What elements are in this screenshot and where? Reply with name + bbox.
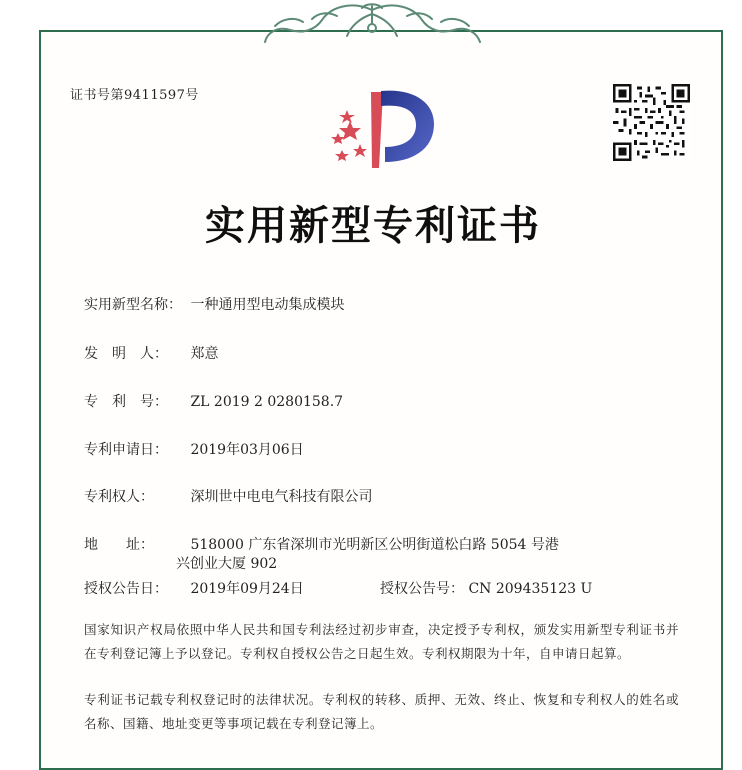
- patent-number-value: ZL 2019 2 0280158.7: [190, 394, 344, 410]
- grant-announcement-date-row: [84, 580, 304, 599]
- utility-model-name-value: 一种通用型电动集成模块: [190, 297, 345, 313]
- inventor-row: [84, 345, 218, 364]
- grant-announcement-number-label: 授权公告号：: [380, 581, 464, 597]
- utility-model-name-row: [84, 296, 344, 315]
- application-date-row: [84, 441, 304, 460]
- grant-announcement-date-value: 2019年09月24日: [190, 581, 304, 597]
- patent-number-label: 专 利 号：: [84, 394, 168, 410]
- utility-model-name-label: 实用新型名称：: [84, 297, 182, 313]
- certificate-number: 证书号第9411597号: [70, 88, 199, 103]
- inventor-label: 发 明 人：: [84, 346, 168, 362]
- statement-paragraph-1: 国家知识产权局依照中华人民共和国专利法经过初步审查，决定授予专利权，颁发实用新型专利证书并在专利登记簿上予以登记。专利权自授权公告之日起生效。专利权期限为十年，自申请日起算。: [84, 622, 679, 661]
- address-row: [84, 536, 604, 574]
- application-date-label: 专利申请日：: [84, 442, 168, 458]
- patentee-label: 专利权人：: [84, 489, 154, 505]
- certificate-title: 实用新型专利证书: [205, 202, 541, 249]
- address-line-1: 518000 广东省深圳市光明新区公明街道松白路 5054 号港: [190, 537, 559, 553]
- grant-announcement-number-row: [380, 580, 592, 599]
- grant-announcement-date-label: 授权公告日：: [84, 581, 168, 597]
- patent-emblem-icon: [318, 86, 440, 181]
- grant-announcement-number-value: CN 209435123 U: [468, 581, 593, 597]
- statement-paragraph-2: 专利证书记载专利权登记时的法律状况。专利权的转移、质押、无效、终止、恢复和专利权人的姓名或名称、国籍、地址变更等事项记载在专利登记簿上。: [84, 692, 679, 731]
- application-date-value: 2019年03月06日: [190, 442, 304, 458]
- address-line-2: 兴创业大厦 902: [176, 555, 278, 572]
- qr-code-icon: [613, 84, 690, 161]
- patentee-value: 深圳世中电电气科技有限公司: [190, 489, 373, 505]
- patent-number-row: [84, 393, 343, 412]
- address-label: 地 址：: [84, 537, 154, 553]
- patentee-row: [84, 488, 372, 507]
- ornament-icon: [255, 0, 490, 48]
- inventor-value: 郑意: [190, 346, 219, 362]
